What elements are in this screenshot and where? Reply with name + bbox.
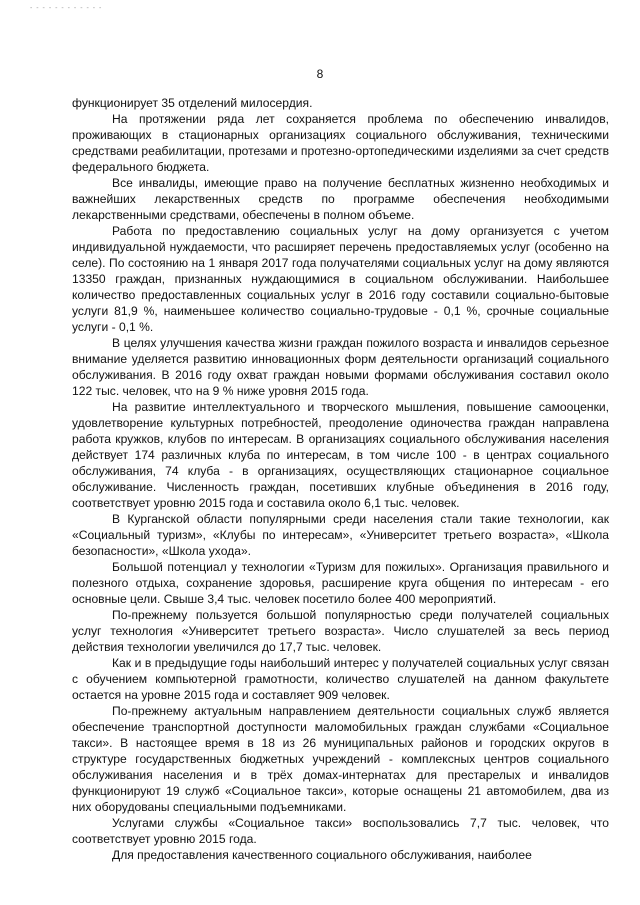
paragraph-tourism: Большой потенциал у технологии «Туризм для пожилых». Организация правильного и полезного отдыха, сохранение здоровья, расширение круга общения по интересам - его основные цели. Свыше 3,4 тыс. человек посетило более 400 мероприятий. xyxy=(72,560,609,606)
document-body xyxy=(72,95,609,863)
paragraph-continuation: функционирует 35 отделений милосердия. xyxy=(72,96,313,110)
paragraph-innovative-forms: В целях улучшения качества жизни граждан пожилого возраста и инвалидов серьезное внимание уделяется развитию инновационных форм деятельности организаций социального обслуживания. В 2016 году охват граждан новыми формами обслуживания составил около 122 тыс. человек, что на 9 % ниже уровня 2015 года. xyxy=(72,336,609,398)
paragraph-rehabilitation: На протяжении ряда лет сохраняется проблема по обеспечению инвалидов, проживающих в стационарных организациях социального обслуживания, техническими средствами реабилитации, протезами и протезно-ортопедическими изделиями за счет средств федерального бюджета. xyxy=(72,112,609,174)
paragraph-quality-service: Для предоставления качественного социального обслуживания, наиболее xyxy=(112,848,532,862)
paragraph-technologies: В Курганской области популярными среди населения стали такие технологии, как «Социальный туризм», «Клубы по интересам», «Университет третьего возраста», «Школа безопасности», «Школа ухода». xyxy=(72,512,609,558)
paragraph-home-services: Работа по предоставлению социальных услуг на дому организуется с учетом индивидуальной нуждаемости, что расширяет перечень предоставляемых услуг (особенно на селе). По состоянию на 1 января 2017 года получателями социальных услуг на дому являются 13350 граждан, признанных нуждающимися в социальном обслуживании. Наибольшее количество предоставленных социальных услуг в 2016 году составили социально-бытовые услуги 81,9 %, наименьшее количество социально-трудовые - 0,1 %, срочные социальные услуги - 0,1 %. xyxy=(72,224,609,334)
page-number: 8 xyxy=(316,67,324,81)
paragraph-taxi-users: Услугами службы «Социальное такси» воспользовались 7,7 тыс. человек, что соответствует уровню 2015 года. xyxy=(72,816,609,846)
paragraph-university: По-прежнему пользуется большой популярностью среди получателей социальных услуг технология «Университет третьего возраста». Число слушателей за весь период действия технологии увеличился до 17,7 тыс. человек. xyxy=(72,608,609,654)
scan-artifact-marks: - - - - - - - - - - - - xyxy=(30,5,103,12)
paragraph-computer-literacy: Как и в предыдущие годы наибольший интерес у получателей социальных услуг связан с обучением компьютерной грамотности, количество слушателей на данном факультете остается на уровне 2015 года и составляет 909 человек. xyxy=(72,656,609,702)
paragraph-clubs: На развитие интеллектуального и творческого мышления, повышение самооценки, удовлетворение культурных потребностей, преодоление одиночества граждан направлена работа кружков, клубов по интересам. В организациях социального обслуживания населения действует 174 различных клуба по интересам, в том числе 100 - в центрах социального обслуживания, 74 клуба - в организациях, осуществляющих стационарное социальное обслуживание. Численность граждан, посетивших клубные объединения в 2016 году, соответствует уровню 2015 года и составила около 6,1 тыс. человек. xyxy=(72,400,609,510)
paragraph-social-taxi: По-прежнему актуальным направлением деятельности социальных служб является обеспечение транспортной доступности маломобильных граждан службами «Социальное такси». В настоящее время в 18 из 26 муниципальных районов и городских округов в структуре государственных бюджетных учреждений - комплексных центров социального обслуживания населения и в трёх домах-интернатах для престарелых и инвалидов функционируют 19 служб «Социальное такси», которые оснащены 21 автомобилем, два из них оборудованы специальными подъемниками. xyxy=(72,704,609,814)
paragraph-medicines: Все инвалиды, имеющие право на получение бесплатных жизненно необходимых и важнейших лекарственных средств по программе обеспечения необходимыми лекарственными средствами, обеспечены в полном объеме. xyxy=(72,176,609,222)
